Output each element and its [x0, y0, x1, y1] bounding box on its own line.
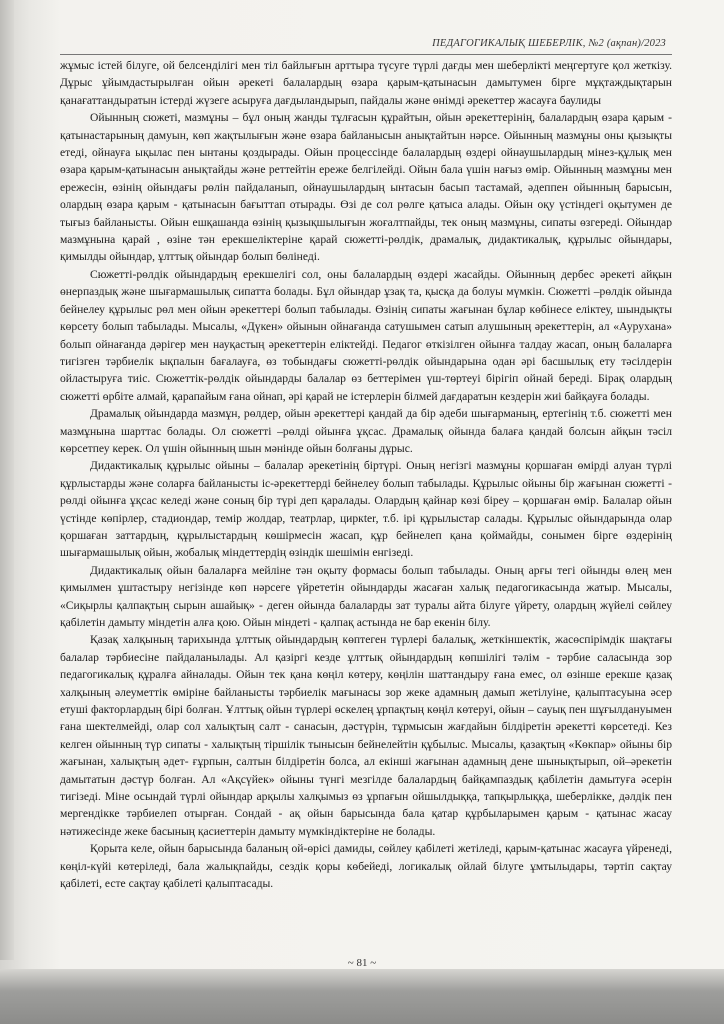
scanner-bottom-edge — [0, 969, 724, 1024]
paragraph: Ойынның сюжеті, мазмұны – бұл оның жанды тұлғасын құрайтын, ойын әрекеттерінің, балалардың өзара қарым - қатынастарының дамуын, көп жақтылығын және өзара байланысын анықтайтын нәрсе. Ойынның мазмұны оны қызықты етеді, ойнауға ықылас пен ынтаны қоздырады. Ойын процессінде балалардың өздері ойнаушылардың мінез-құлық мен өзара қарым-қатынасын анықтайды және реттейтін ереже белгілейді. Ойын бала үшін нағыз өмір. Ойынның мазмұны мен ережесін, өзінің ойындағы рөлін пайдаланып, ойнаушылардың ынтасын басып тастамай, әдеппен ойынның барысын, олардың өзара қарым - қатынасын бағыттап отырады. Өзі де сол рөлге қатыса алады. Ойын оқу үстіндегі оқытумен де тығыз байланысты. Ойын ешқашанда өзінің қызықшылығын жоғалтпайды, тек оның мазмұны, сипаты өзгереді. Ойындар мазмұнына қарай , өзіне тән ерекшеліктеріне қарай сюжетті-рөлдік, драмалық, дидактикалық, құрылыс ойындары, қимылды ойындар, ұлттық ойындар болып бөлінеді. — [60, 111, 672, 264]
paragraph: жұмыс істей білуге, ой белсенділігі мен тіл байлығын арттыра түсуге түрлі дағды мен шеберлікті меңгертуге қол жеткізу. Дұрыс ұйымдастырылған ойын әрекеті балалардың өзара қарым-қатынасын дамытумен бірге мұқтаждықтарын қанағаттандыратын істерді жүзеге асыруға дағдыландырып, пайдалы және өнімді әрекеттер жасауға баулиды — [60, 59, 672, 107]
binding-shadow — [0, 0, 14, 960]
paragraph: Дидактикалық құрылыс ойыны – балалар әрекетінің біртүрі. Оның негізгі мазмұны қоршаған өмірді алуан түрлі құрлыстарды және соларға байланысты іс-әрекеттерді бейнелеу болып табылады. Құрылыс ойыны бір жағынан сюжетті - рөлді ойынға ұқсас келеді және соның бір түрі деп қаралады. Олардың қайнар көзі біреу – қоршаған өмір. Балалар ойын үстінде көпірлер, стадиондар, темір жолдар, театрлар, циркter, т.б. ірі құрылыстар салады. Құрылыс ойындарында олар қоршаған заттардың, құрылыстардың көшірмесін жасап, құр бейнелеп қана қоймайды, сонымен бірге өздерінің шығармашылық ойын, жобалық міндеттердің өзіндік шешімін енгізеді. — [60, 459, 672, 560]
page-number: ~ 81 ~ — [347, 957, 377, 969]
paragraph: Сюжетті-рөлдік ойындардың ерекшелігі сол, оны балалардың өздері жасайды. Ойынның дербес әрекеті айқын өнерпаздық және шығармашылық сипатта болады. Бұл ойындар ұзақ та, қысқа да болуы мүмкін. Сюжетті –рөлдік ойында бейнелеу құрылыс рөл мен ойын әрекеттері болып табылады. Өзінің сипаты жағынан бұлар көбінесе еліктеу, шындықты көрсету болып табылады. Мысалы, «Дүкен» ойынын ойнағанда сатушымен сатып алушының әрекеттерін, ал «Аурухана» болып ойнағанда дәрігер мен науқастың әрекеттерін еліктейді. Педагог өткізілген ойынға талдау жасап, оның балаларға тигізген тәрбиелік ықпалын бағалауға, өз тобындағы сюжетті-рөлдік ойындарына одан әрі басшылық ету тәсілдерін ойластыруға тиіс. Сюжеттік-рөлдік ойындарды балалар өз беттерімен үш-төртеуі бірігіп ойнай береді. Бірақ олардың сюжетті өрбіте алмай, қарапайым ғана ойнап, әрі қарай не істерлерін білмей дағдаратын кездерін жиі байқауға болады. — [60, 267, 672, 403]
paragraph: Қазақ халқының тарихында ұлттық ойындардың көптеген түрлері балалық, жеткіншектік, жасөспірімдік шақтағы балалар тәрбиесіне пайдаланылады. Ал қазіргі кезде ұлттық ойындардың көпшілігі тәлім - тәрбие саласында зор педагогикалық құралға айналады. Ойын тек қана көңіл көтеру, көңілін шаттандыру ғана емес, ол өзінше ерекше қазақ халқының әлеуметтік өміріне байланысты тәрбиелік мағынасы зор жеке адамның дамып жетілуіне, қалыптасуына әсер етуші факторлардың бірі болған. Ұлттық ойын түрлері өскелең ұрпақтың көңіл көтеруі, ойын – сауық пен шұғылдануымен ғана шектелмейді, олар сол халықтың салт - санасын, дәстүрін, тұрмысын жағдайын білдіретін әрекетті көрсетеді. Кез келген ойынның түр сипаты - халықтың тіршілік тынысын бейнелейтін құбылыс. Мысалы, қазақтың «Көкпар» ойыны бір жағынан, халықтың әдет- ғұрпын, салтын білдіретін болса, ал екінші жағынан адамның дене шынықтырып, ой–әрекетін дамытатын дәстүр болған. Ал «Ақсүйек» ойыны түнгі мезгілде балалардың байқампаздық қабілетін дамытуға әсерін тигізеді. Міне осындай түрлі ойындар арқылы халқымыз өз ұрпағын ойшылдыққа, тапқырлыққа, шеберлікке, дәлдік пен мергендікке тәрбиелеп отырған. Сондай - ақ ойын барысында бала қатар құрбыларымен қарым - қатынас жасау нәтижесінде жеке басының қасиеттерін дамыту мүмкіндіктеріне не болады. — [60, 633, 672, 838]
article-body — [60, 57, 672, 893]
paragraph: Дидактикалық ойын балаларға мейліне тән оқыту формасы болып табылады. Оның арғы тегі ойынды өлең мен қимылмен ұштастыру негізінде көп нәрсеге үйрететін ойындарды жасаған халық педагогикасында жатыр. Мысалы, «Сиқырлы қалпақтың сырын ашайық» - деген ойында балаларды зат туралы айта білуге үйрету, олардың жүйелі сөйлеу қабілетін дамыту міндетін алға қою. Ойын міндеті - қалпақ астында не бар екенін білу. — [60, 563, 672, 629]
paragraph: Драмалық ойындарда мазмұн, рөлдер, ойын әрекеттері қандай да бір әдеби шығарманың, ертегінің т.б. сюжетті мен мазмұнына шарттас болады. Ол сюжетті –рөлді ойынға ұқсас. Драмалық ойында балаға қандай болсын айқын тәсіл көрсетпеу керек. Ол үшін ойынның шын мәнінде ойын болғаны дұрыс. — [60, 407, 672, 455]
journal-header: ПЕДАГОГИКАЛЫҚ ШЕБЕРЛІК, №2 (ақпан)/2023 — [432, 38, 666, 49]
header-rule — [60, 54, 672, 55]
paragraph: Қорыта келе, ойын барысында баланың ой-өрісі дамиды, сөйлеу қабілеті жетіледі, қарым-қатынас жасауға үйренеді, көңіл-күйі көтеріледі, бала жалықпайды, сездік қоры көбейеді, логикалық ойлай білуге ұмтылыдары, тәртіп сақтау қабілеті, есте сақтау қабілеті қалыптасады. — [60, 842, 672, 891]
